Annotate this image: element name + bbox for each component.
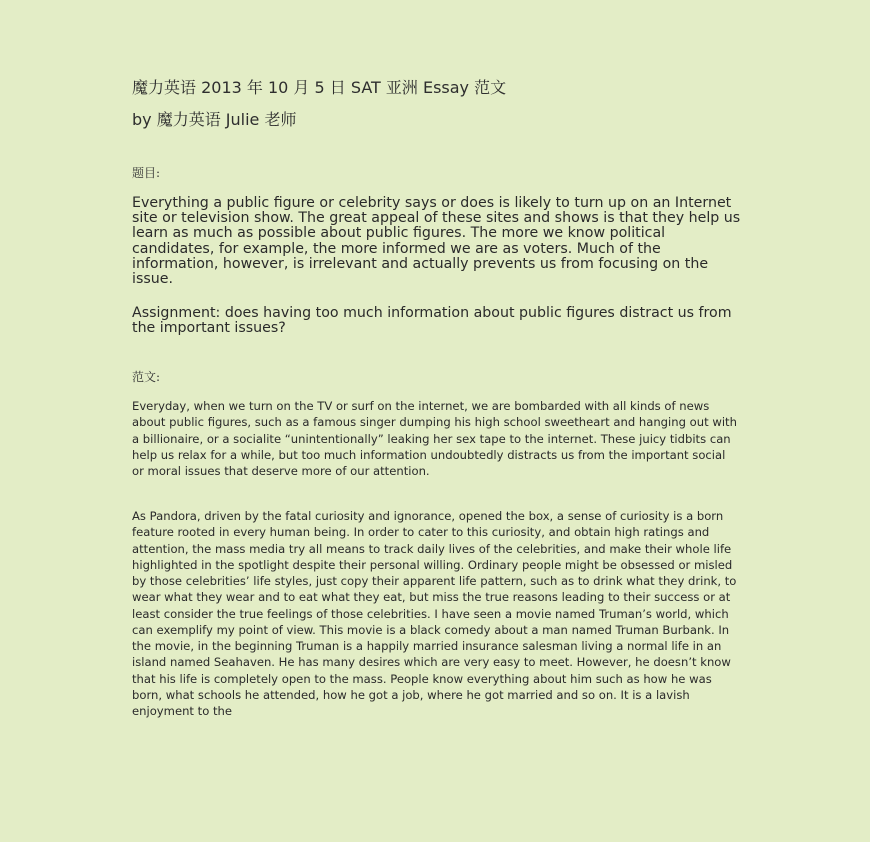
essay-paragraph-1: Everyday, when we turn on the TV or surf on the internet, we are bombarded with all kinds of news about public figures, such as a famous singer dumping his high school sweetheart and hanging out with a billionaire, or a socialite “unintentionally” leaking her sex tape to the internet. These juicy tidbits can help us relax for a while, but too much information undoubtedly distracts us from the important social or moral issues that deserve more of our attention. bbox=[132, 399, 737, 478]
sample-essay-label: 范文: bbox=[132, 370, 161, 384]
essay-paragraph-2: As Pandora, driven by the fatal curiosity and ignorance, opened the box, a sense of curiosity is a born feature rooted in every human being. In order to cater to this curiosity, and obtain high ratings and attention, the mass media try all means to track daily lives of the celebrities, and make their whole life highlighted in the spotlight despite their personal willing. Ordinary people might be obsessed or misled by those celebrities’ life styles, just copy their apparent life pattern, such as to drink what they drink, to wear what they wear and to eat what they eat, but miss the true reasons leading to their success or at least consider the true feelings of those celebrities. I have seen a movie named Truman’s world, which can exemplify my point of view. This movie is a black comedy about a man named Truman Burbank. In the movie, in the beginning Truman is a happily married insurance salesman living a normal life in an island named Seahaven. He has many desires which are very easy to meet. However, he doesn’t know that his life is completely open to the mass. People know everything about him such as how he was born, what schools he attended, how he got a job, where he got married and so on. It is a lavish enjoyment to the bbox=[132, 509, 737, 718]
document-page bbox=[132, 0, 744, 842]
document-title: 魔力英语 2013 年 10 月 5 日 SAT 亚洲 Essay 范文 bbox=[132, 78, 507, 97]
assignment-text: Assignment: does having too much information about public figures distract us from the important issues? bbox=[132, 305, 732, 337]
topic-label: 题目: bbox=[132, 166, 161, 180]
document-byline: by 魔力英语 Julie 老师 bbox=[132, 110, 297, 129]
essay-prompt: Everything a public figure or celebrity says or does is likely to turn up on an Internet site or television show. The great appeal of these sites and shows is that they help us learn as much as possible about public figures. The more we know political candidates, for example, the more informed we are as voters. Much of the information, however, is irrelevant and actually prevents us from focusing on the issue. bbox=[132, 195, 741, 288]
